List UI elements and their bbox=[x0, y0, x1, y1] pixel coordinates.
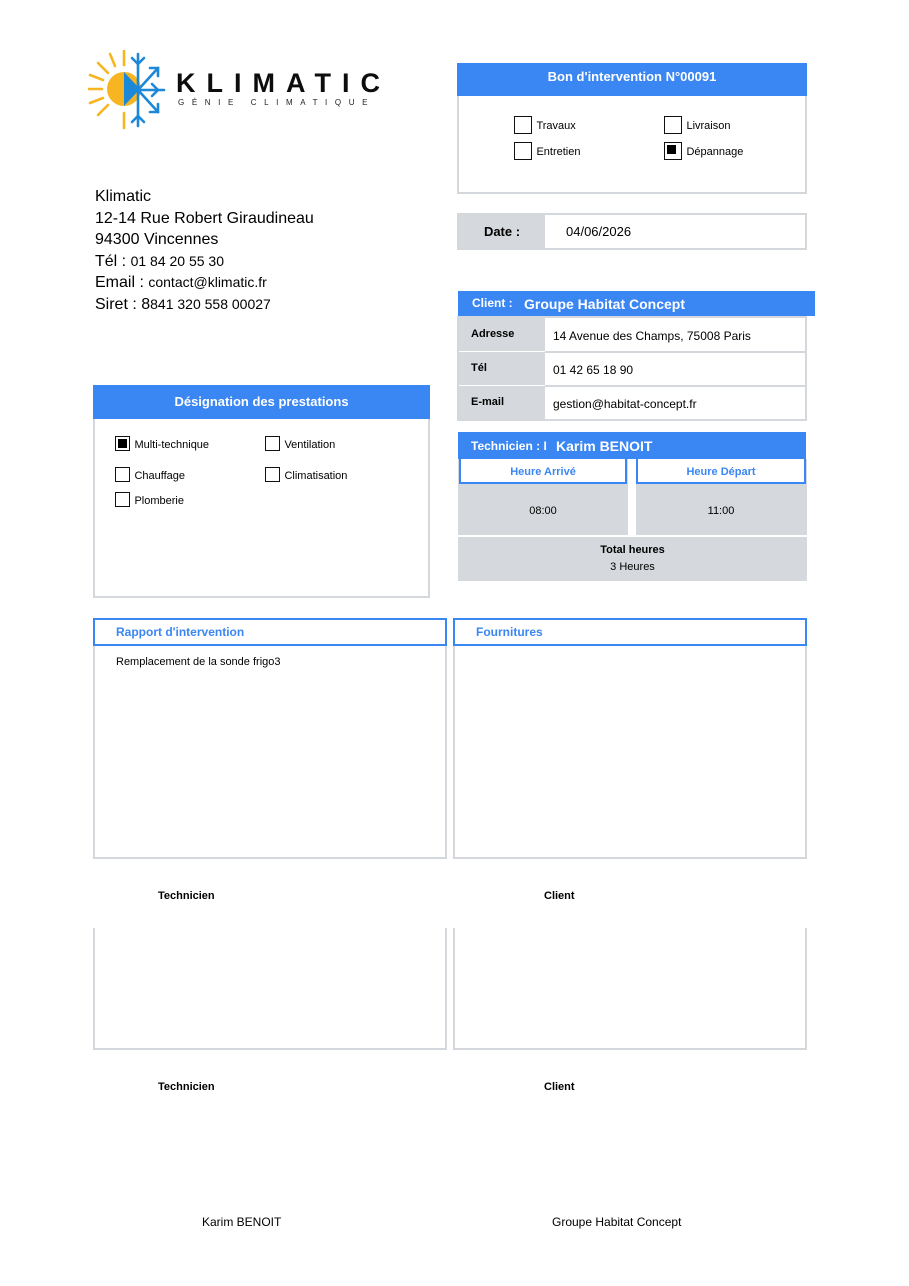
row-divider bbox=[458, 535, 807, 537]
client-name[interactable]: Groupe Habitat Concept bbox=[524, 296, 686, 312]
type-livraison[interactable] bbox=[664, 116, 730, 134]
client-table bbox=[457, 316, 807, 421]
fournitures-title: Fournitures bbox=[453, 618, 807, 646]
heure-arrive[interactable]: 08:00 bbox=[529, 505, 557, 517]
label-plomberie: Plomberie bbox=[134, 495, 184, 507]
company-siret: Siret : 8841 320 558 00027 bbox=[95, 295, 271, 313]
checkbox-chauffage[interactable] bbox=[115, 467, 130, 482]
checkbox-livraison[interactable] bbox=[664, 116, 682, 134]
type-depannage[interactable] bbox=[664, 142, 743, 160]
technicien-name[interactable]: Karim BENOIT bbox=[556, 438, 653, 454]
hours-panel bbox=[458, 459, 807, 581]
label-entretien: Entretien bbox=[536, 146, 581, 159]
prestations-title: Désignation des prestations bbox=[93, 385, 430, 419]
checkbox-entretien[interactable] bbox=[514, 142, 532, 160]
client-email-label: E-mail bbox=[459, 386, 545, 419]
checkbox-travaux[interactable] bbox=[514, 116, 532, 134]
label-chauffage: Chauffage bbox=[134, 470, 186, 482]
prestations-panel bbox=[93, 385, 430, 598]
heure-depart[interactable]: 11:00 bbox=[707, 505, 735, 517]
client-adresse-label: Adresse bbox=[459, 318, 545, 351]
company-info bbox=[95, 186, 314, 315]
checkbox-ventilation[interactable] bbox=[265, 436, 280, 451]
bon-panel bbox=[457, 63, 807, 194]
label-depannage: Dépannage bbox=[686, 146, 744, 159]
company-city: 94300 Vincennes bbox=[95, 231, 219, 248]
client-label: Client : bbox=[472, 296, 513, 310]
checkbox-multi-technique[interactable] bbox=[115, 436, 130, 451]
date-label: Date : bbox=[459, 215, 545, 248]
label-travaux: Travaux bbox=[536, 120, 576, 133]
fournitures-panel bbox=[453, 618, 807, 859]
signature-technicien-name: Karim BENOIT bbox=[202, 1215, 282, 1229]
brand-name: KLIMATIC bbox=[176, 68, 391, 98]
signature-client-box[interactable] bbox=[453, 928, 807, 1050]
signature-client-label: Client bbox=[544, 890, 575, 902]
label-multi-technique: Multi-technique bbox=[134, 439, 210, 451]
technicien-label: Technicien : I bbox=[471, 439, 547, 453]
prestation-multi-technique[interactable] bbox=[115, 435, 209, 453]
checkbox-depannage[interactable] bbox=[664, 142, 682, 160]
signature-technicien-box[interactable] bbox=[93, 928, 447, 1050]
checkbox-climatisation[interactable] bbox=[265, 467, 280, 482]
signature-technicien-label: Technicien bbox=[158, 890, 215, 902]
prestation-chauffage[interactable] bbox=[115, 466, 185, 484]
total-heures[interactable]: 3 Heures bbox=[610, 561, 655, 573]
company-email: Email : contact@klimatic.fr bbox=[95, 274, 267, 291]
column-divider bbox=[628, 459, 636, 537]
label-ventilation: Ventilation bbox=[284, 439, 336, 451]
client-adresse[interactable]: 14 Avenue des Champs, 75008 Paris bbox=[553, 329, 751, 343]
company-tel: Tél : 01 84 20 55 30 bbox=[95, 252, 224, 270]
type-travaux[interactable] bbox=[514, 116, 576, 134]
type-entretien[interactable] bbox=[514, 142, 580, 160]
company-name: Klimatic bbox=[95, 188, 152, 205]
brand-tagline: GÉNIE CLIMATIQUE bbox=[178, 98, 376, 107]
total-heures-label: Total heures bbox=[600, 544, 665, 556]
date-panel bbox=[457, 213, 807, 250]
client-tel[interactable]: 01 42 65 18 90 bbox=[553, 363, 634, 377]
heure-depart-label: Heure Départ bbox=[636, 459, 806, 484]
rapport-title: Rapport d'intervention bbox=[93, 618, 447, 646]
signature-technicien-label-2: Technicien bbox=[158, 1081, 215, 1093]
rapport-text[interactable]: Remplacement de la sonde frigo3 bbox=[116, 656, 281, 668]
sun-snowflake-icon bbox=[88, 51, 164, 128]
label-climatisation: Climatisation bbox=[284, 470, 348, 482]
rapport-panel bbox=[93, 618, 447, 859]
client-tel-label: Tél bbox=[459, 352, 545, 385]
prestation-climatisation[interactable] bbox=[265, 466, 347, 484]
prestation-ventilation[interactable] bbox=[265, 435, 335, 453]
signature-client-label-2: Client bbox=[544, 1081, 575, 1093]
prestation-plomberie[interactable] bbox=[115, 491, 184, 509]
client-email[interactable]: gestion@habitat-concept.fr bbox=[553, 397, 697, 411]
date-value[interactable]: 04/06/2026 bbox=[566, 224, 632, 239]
company-street: 12-14 Rue Robert Giraudineau bbox=[95, 209, 314, 227]
checkbox-plomberie[interactable] bbox=[115, 492, 130, 507]
heure-arrive-label: Heure Arrivé bbox=[459, 459, 627, 484]
client-header bbox=[458, 291, 815, 316]
label-livraison: Livraison bbox=[686, 120, 731, 133]
bon-title: Bon d'intervention N°00091 bbox=[457, 63, 807, 96]
signature-client-name: Groupe Habitat Concept bbox=[552, 1215, 682, 1229]
technicien-header bbox=[458, 432, 806, 459]
